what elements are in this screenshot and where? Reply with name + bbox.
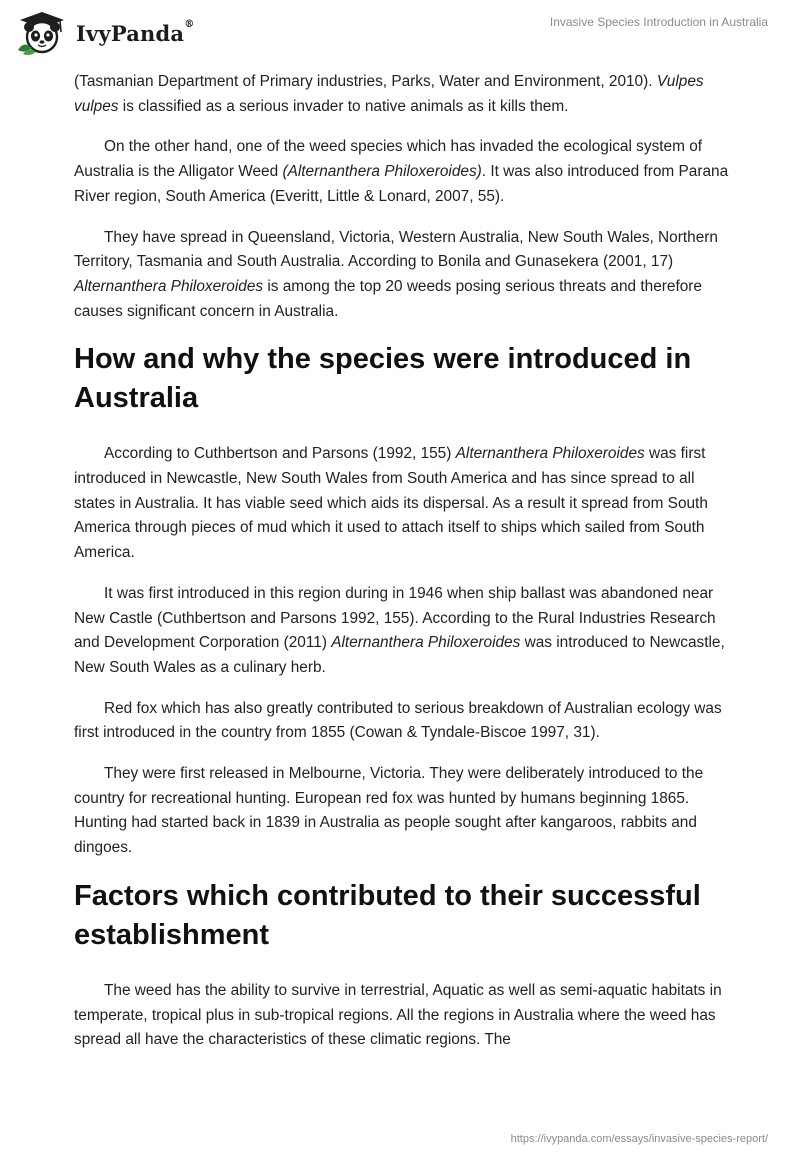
section-heading: Factors which contributed to their successful establishment	[74, 879, 701, 951]
document-title: Invasive Species Introduction in Australia	[549, 15, 768, 29]
text-run: It was first introduced in this region during in 1946 when ship ballast was abandoned near New Castle (Cuthbertson and Parsons 1992, 155). According to the Rural Industries Research and Development Corporation (2011)	[74, 584, 716, 652]
paragraph	[74, 442, 734, 566]
text-run: was introduced to Newcastle, New South Wales as a culinary herb.	[74, 634, 725, 676]
text-run: On the other hand, one of the weed species which has invaded the ecological system of Australia is the Alligator Weed	[74, 138, 703, 181]
italic-term: Alternanthera Philoxeroides	[74, 277, 264, 295]
paragraph: Red fox which has also greatly contributed to serious breakdown of Australian ecology was first introduced in the country from 1855 (Cowan & Tyndale-Biscoe 1997, 31).	[74, 699, 722, 742]
paragraph	[74, 582, 734, 681]
text-run: (Tasmanian Department of Primary industries, Parks, Water and Environment, 2010).	[74, 73, 657, 90]
text-run: . It was also introduced from Parana River region, South America (Everitt, Little & Lonard, 2007, 55).	[74, 163, 729, 205]
paragraph	[74, 135, 734, 209]
section-heading: How and why the species were introduced in Australia	[74, 343, 692, 415]
panda-mascot-icon	[14, 10, 70, 56]
source-url[interactable]: https://ivypanda.com/essays/invasive-species-report/	[510, 1133, 768, 1145]
paragraph	[74, 70, 734, 119]
italic-term: Alternanthera Philoxeroides	[455, 445, 645, 463]
text-run: is classified as a serious invader to native animals as it kills them.	[118, 97, 569, 115]
paragraph: They were first released in Melbourne, Victoria. They were deliberately introduced to the country for recreational hunting. European red fox was hunted by humans beginning 1865. Hunting had started back in 1839 in Australia as people sought after kangaroos, rabbits and dingoes.	[74, 765, 704, 857]
italic-term: Alternanthera Philoxeroides	[331, 634, 521, 652]
brand-name-text: IvyPanda	[76, 20, 185, 46]
paragraph	[74, 226, 734, 325]
text-run: They have spread in Queensland, Victoria, Western Australia, New South Wales, Northern Territory, Tasmania and South Australia. According to Bonila and Gunasekera (2001, 17)	[74, 228, 718, 271]
italic-term: (Alternanthera Philoxeroides)	[282, 163, 482, 181]
text-run: According to Cuthbertson and Parsons (1992, 155)	[104, 445, 456, 463]
paragraph: The weed has the ability to survive in terrestrial, Aquatic as well as semi-aquatic habitats in temperate, tropical plus in sub-tropical regions. All the regions in Australia where the weed has spread all have the characteristics of these climatic regions. The	[74, 981, 722, 1049]
text-run: was first introduced in Newcastle, New South Wales from South America and has since spread to all states in Australia. It has viable seed which aids its dispersal. As a result it spread from South America through pieces of mud which it used to attach itself to ships which sailed from South America.	[74, 445, 708, 562]
essay-content	[74, 70, 734, 1069]
text-run: is among the top 20 weeds posing serious threats and therefore causes significant concern in Australia.	[74, 277, 702, 320]
page-header	[0, 0, 800, 70]
italic-term: Vulpes vulpes	[74, 73, 704, 115]
ivypanda-logo[interactable]	[14, 10, 194, 56]
registered-mark: ®	[184, 18, 195, 30]
brand-name	[76, 18, 195, 46]
